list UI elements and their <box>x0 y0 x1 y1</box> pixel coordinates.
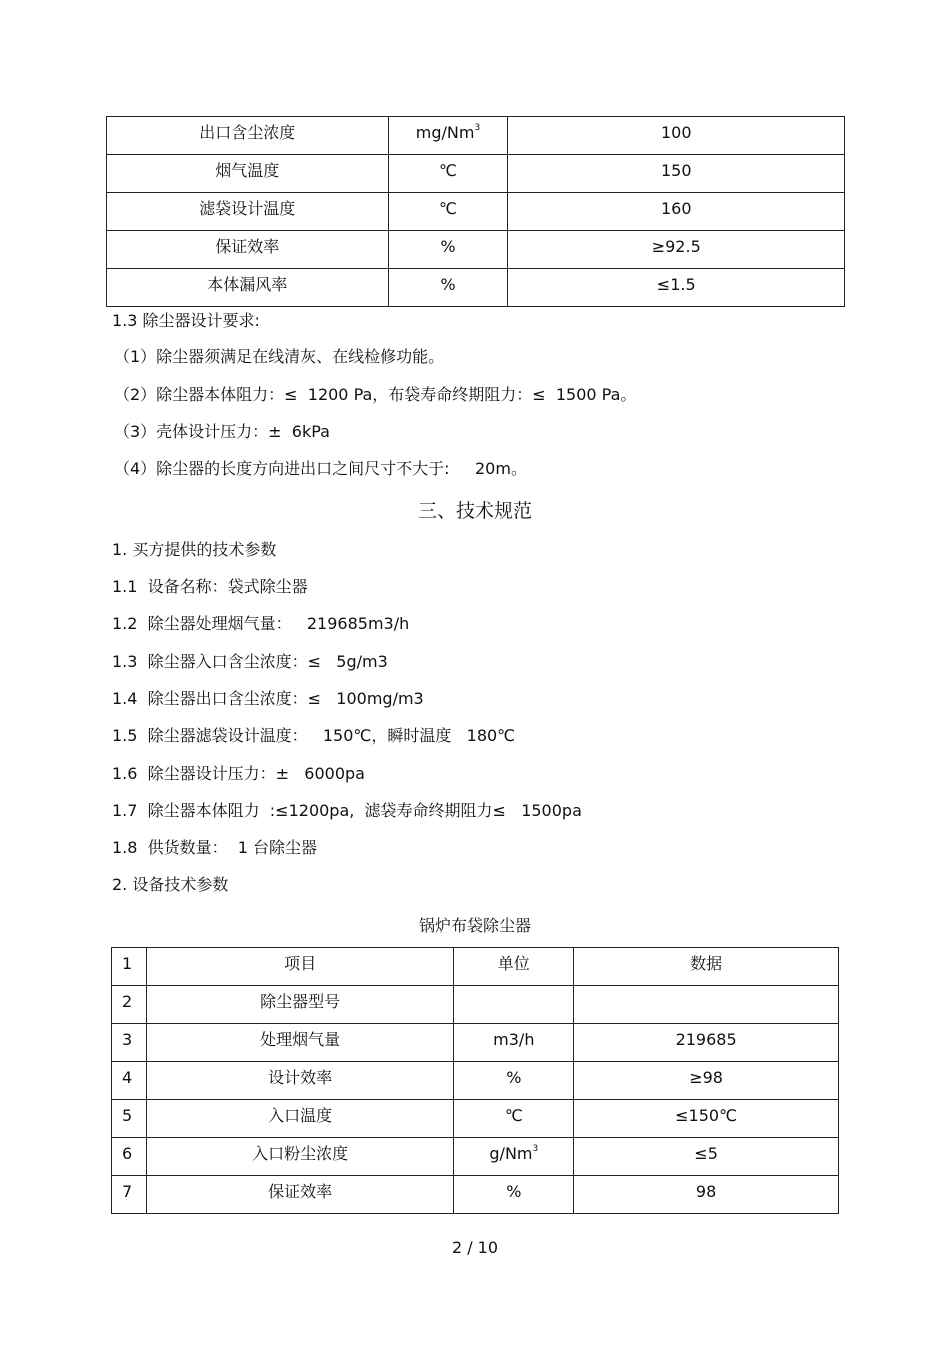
param-line: 1.3 除尘器入口含尘浓度：≤ 5g/m3 <box>112 652 388 671</box>
param-value: 150 <box>660 161 692 180</box>
item-name: 处理烟气量 <box>260 1030 341 1049</box>
table-row <box>107 117 845 155</box>
param-unit: % <box>440 275 456 294</box>
item-unit-sup: 3 <box>532 1144 539 1154</box>
row-number: 7 <box>122 1182 133 1201</box>
item-unit: % <box>506 1068 522 1087</box>
table-row <box>112 1138 839 1176</box>
table-caption: 锅炉布袋除尘器 <box>418 916 531 935</box>
table-row <box>112 1024 839 1062</box>
item-value: ≥98 <box>689 1068 723 1087</box>
page-number: 2 / 10 <box>451 1238 499 1257</box>
table-row <box>107 231 845 269</box>
table-row <box>112 1062 839 1100</box>
outlet-parameters-table <box>106 116 845 307</box>
table-header-row <box>112 948 839 986</box>
param-line: 1.7 除尘器本体阻力 :≤1200pa, 滤袋寿命终期阻力≤ 1500pa <box>112 801 582 820</box>
item-name: 入口温度 <box>268 1106 333 1125</box>
param-unit: mg/Nm <box>415 123 475 142</box>
item-name: 除尘器型号 <box>260 992 341 1011</box>
param-line: 1.4 除尘器出口含尘浓度：≤ 100mg/m3 <box>112 689 424 708</box>
requirement-item: （4）除尘器的长度方向进出口之间尺寸不大于: 20m。 <box>114 459 527 478</box>
table-row <box>107 269 845 307</box>
item-value: ≤150℃ <box>675 1106 738 1125</box>
section-title: 1.3 除尘器设计要求: <box>112 311 260 330</box>
requirement-item: （2）除尘器本体阻力：≤ 1200 Pa，布袋寿命终期阻力：≤ 1500 Pa。 <box>114 385 637 404</box>
param-unit-sup: 3 <box>474 123 481 133</box>
param-unit: % <box>440 237 456 256</box>
item-unit: % <box>506 1182 522 1201</box>
header-unit: 单位 <box>497 954 530 973</box>
param-line: 1.1 设备名称：袋式除尘器 <box>112 577 308 596</box>
item-unit: ℃ <box>504 1106 523 1125</box>
item-unit: m3/h <box>493 1030 535 1049</box>
item-value: 98 <box>695 1182 717 1201</box>
param-value: 160 <box>660 199 692 218</box>
param-line: 1.2 除尘器处理烟气量： 219685m3/h <box>112 614 410 633</box>
table-row <box>112 1100 839 1138</box>
header-item-b: 目 <box>300 954 317 973</box>
table-row <box>112 1176 839 1214</box>
row-number: 3 <box>122 1030 133 1049</box>
table-row <box>107 155 845 193</box>
param-line: 1.8 供货数量： 1 台除尘器 <box>112 838 318 857</box>
section-heading: 三、技术规范 <box>417 500 532 522</box>
row-number: 1 <box>122 954 133 973</box>
table-row <box>107 193 845 231</box>
header-value-a: 数 <box>690 954 707 973</box>
row-number: 2 <box>122 992 133 1011</box>
header-value-b: 据 <box>706 954 723 973</box>
row-number: 6 <box>122 1144 133 1163</box>
requirement-item: （1）除尘器须满足在线清灰、在线检修功能。 <box>114 347 445 366</box>
param-value: ≤1.5 <box>656 275 696 294</box>
requirement-item: （3）壳体设计压力：± 6kPa <box>114 422 330 441</box>
subsection-title: 1. 买方提供的技术参数 <box>112 540 277 559</box>
param-line: 1.6 除尘器设计压力：± 6000pa <box>112 764 365 783</box>
param-name: 保证效率 <box>215 237 280 256</box>
item-unit <box>454 986 573 993</box>
row-number: 5 <box>122 1106 133 1125</box>
param-line: 1.5 除尘器滤袋设计温度： 150℃，瞬时温度 180℃ <box>112 726 516 745</box>
item-name: 设计效率 <box>268 1068 333 1087</box>
param-name: 出口含尘浓度 <box>199 123 296 142</box>
equipment-parameters-table <box>111 947 839 1214</box>
param-name: 烟气温度 <box>215 161 280 180</box>
table-row <box>112 986 839 1024</box>
param-name: 滤袋设计温度 <box>199 199 296 218</box>
param-name: 本体漏风率 <box>207 275 288 294</box>
item-name: 保证效率 <box>268 1182 333 1201</box>
param-unit: ℃ <box>439 199 457 218</box>
header-item-a: 项 <box>284 954 301 973</box>
param-value: 100 <box>660 123 692 142</box>
param-unit: ℃ <box>439 161 457 180</box>
item-value: ≤5 <box>694 1144 718 1163</box>
item-value: 219685 <box>675 1030 737 1049</box>
row-number: 4 <box>122 1068 133 1087</box>
item-name: 入口粉尘浓度 <box>252 1144 349 1163</box>
item-value <box>574 986 838 993</box>
item-unit: g/Nm <box>489 1144 533 1163</box>
subsection-title: 2. 设备技术参数 <box>112 875 229 894</box>
param-value: ≥92.5 <box>651 237 701 256</box>
